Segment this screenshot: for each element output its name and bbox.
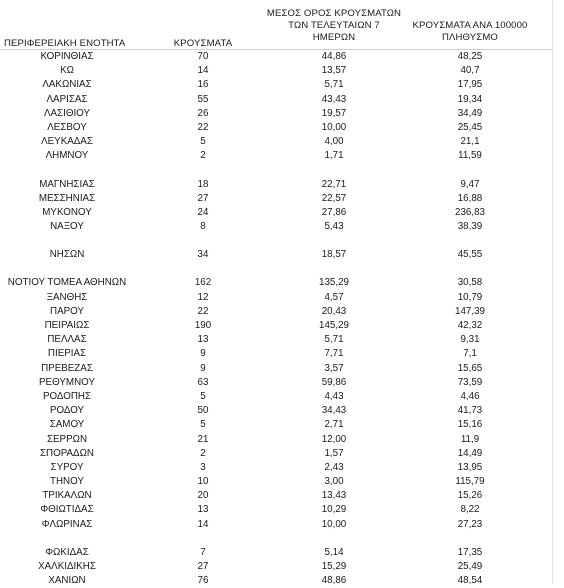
- region-cell: ΠΑΡΟΥ: [50, 305, 84, 317]
- avg-cases-cell: 5,71: [324, 79, 344, 91]
- cases-cell: 18: [197, 178, 209, 190]
- cases-per-100k-cell: 40,7: [460, 65, 480, 77]
- table-row: [0, 518, 564, 532]
- avg-cases-cell: 20,43: [321, 305, 347, 317]
- cases-cell: 55: [197, 93, 209, 105]
- header-avg-line3: ΗΜΕΡΩΝ: [312, 32, 356, 43]
- header-region: ΠΕΡΙΦΕΡΕΙΑΚΗ ΕΝΟΤΗΤΑ: [4, 38, 126, 49]
- region-cell: ΛΗΜΝΟΥ: [45, 150, 89, 162]
- cases-per-100k-cell: 17,35: [457, 546, 483, 558]
- region-cell: ΚΟΡΙΝΘΙΑΣ: [40, 51, 94, 62]
- cases-cell: 7: [200, 546, 206, 558]
- cases-cell: 22: [197, 305, 209, 317]
- avg-cases-cell: 145,29: [319, 320, 349, 331]
- cases-per-100k-cell: 19,34: [457, 93, 483, 105]
- avg-cases-cell: 43,43: [321, 93, 347, 105]
- avg-cases-cell: 10,29: [321, 504, 347, 516]
- avg-cases-cell: 13,57: [321, 65, 347, 77]
- cases-cell: 50: [197, 405, 209, 417]
- avg-cases-cell: 1,71: [324, 150, 344, 162]
- cases-per-100k-cell: 8,22: [460, 504, 480, 516]
- cases-cell: 5: [200, 136, 206, 148]
- cases-per-100k-cell: 45,55: [457, 249, 483, 261]
- cases-cell: 14: [197, 518, 209, 530]
- cases-per-100k-cell: 38,39: [457, 221, 483, 233]
- cases-per-100k-cell: 30,58: [457, 277, 483, 289]
- table-row: [0, 50, 564, 64]
- avg-cases-cell: 4,43: [324, 390, 344, 402]
- table-row: [0, 560, 564, 574]
- header-avg-cases: [266, 8, 402, 44]
- cases-cell: 12: [197, 291, 209, 303]
- region-cell: ΣΠΟΡΑΔΩΝ: [39, 447, 95, 459]
- avg-cases-cell: 18,57: [321, 249, 347, 261]
- cases-cell: 13: [197, 334, 209, 346]
- cases-cell: 63: [197, 376, 209, 388]
- table-row: [0, 276, 564, 290]
- cases-cell: 2: [200, 447, 206, 459]
- region-cell: ΛΑΚΩΝΙΑΣ: [42, 79, 92, 91]
- region-cell: ΡΟΔΟΠΗΣ: [42, 390, 92, 402]
- table-row: [0, 149, 564, 163]
- region-cell: ΠΙΕΡΙΑΣ: [47, 348, 87, 360]
- avg-cases-cell: 34,43: [321, 405, 347, 417]
- cases-cell: 24: [197, 206, 209, 218]
- cases-cell: 70: [197, 51, 209, 62]
- avg-cases-cell: 13,43: [321, 490, 347, 502]
- table-row: [0, 390, 564, 404]
- table-row: [0, 418, 564, 432]
- region-cell: ΦΘΙΩΤΙΔΑΣ: [40, 504, 94, 516]
- cases-per-100k-cell: 4,46: [460, 390, 480, 402]
- table-row: [0, 192, 564, 206]
- table-row: [0, 78, 564, 92]
- group-spacer: [0, 532, 564, 546]
- table-row: [0, 121, 564, 135]
- cases-cell: 27: [197, 192, 209, 204]
- table-row: [0, 489, 564, 503]
- table-row: [0, 404, 564, 418]
- cases-per-100k-cell: 9,31: [460, 334, 480, 346]
- table-row: [0, 376, 564, 390]
- cases-per-100k-cell: 34,49: [457, 107, 483, 119]
- table-row: [0, 64, 564, 78]
- avg-cases-cell: 10,00: [321, 121, 347, 133]
- region-cell: ΣΕΡΡΩΝ: [46, 433, 88, 445]
- cases-cell: 20: [197, 490, 209, 502]
- cases-per-100k-cell: 15,16: [457, 419, 483, 431]
- cases-per-100k-cell: 13,95: [457, 461, 483, 473]
- cases-cell: 16: [197, 79, 209, 91]
- region-cell: ΛΕΥΚΑΔΑΣ: [41, 136, 93, 148]
- header-per-line1: ΚΡΟΥΣΜΑΤΑ ΑΝΑ 100000: [412, 20, 528, 31]
- table-row: [0, 291, 564, 305]
- region-cell: ΦΛΩΡΙΝΑΣ: [41, 518, 93, 530]
- region-cell: ΜΕΣΣΗΝΙΑΣ: [38, 192, 96, 204]
- cases-cell: 190: [194, 320, 212, 331]
- cases-per-100k-cell: 15,26: [457, 490, 483, 502]
- cases-per-100k-cell: 9,47: [460, 178, 480, 190]
- table-body: [0, 50, 564, 588]
- cases-cell: 26: [197, 107, 209, 119]
- cases-cell: 2: [200, 150, 206, 162]
- cases-cell: 9: [200, 348, 206, 360]
- cases-cell: 21: [197, 433, 209, 445]
- region-cell: ΣΥΡΟΥ: [50, 461, 84, 473]
- avg-cases-cell: 3,00: [324, 476, 344, 488]
- avg-cases-cell: 44,86: [321, 51, 347, 62]
- region-cell: ΛΕΣΒΟΥ: [47, 121, 87, 133]
- cases-cell: 34: [197, 249, 209, 261]
- avg-cases-cell: 1,57: [324, 447, 344, 459]
- cases-per-100k-cell: 48,25: [457, 51, 483, 62]
- cases-cell: 14: [197, 65, 209, 77]
- cases-cell: 5: [200, 390, 206, 402]
- table-row: [0, 433, 564, 447]
- cases-cell: 9: [200, 362, 206, 374]
- avg-cases-cell: 12,00: [321, 433, 347, 445]
- table-row: [0, 220, 564, 234]
- cases-per-100k-cell: 41,73: [457, 405, 483, 417]
- group-spacer: [0, 234, 564, 248]
- avg-cases-cell: 4,57: [324, 291, 344, 303]
- table-row: [0, 447, 564, 461]
- cases-cell: 22: [197, 121, 209, 133]
- cases-per-100k-cell: 115,79: [455, 476, 485, 488]
- group-spacer: [0, 164, 564, 178]
- avg-cases-cell: 2,43: [324, 461, 344, 473]
- cases-cell: 5: [200, 419, 206, 431]
- cases-per-100k-cell: 147,39: [455, 305, 485, 317]
- cases-per-100k-cell: 15,65: [457, 362, 483, 374]
- region-cell: ΠΕΛΛΑΣ: [47, 334, 87, 346]
- avg-cases-cell: 48,86: [321, 575, 347, 587]
- header-avg-line2: ΤΩΝ ΤΕΛΕΥΤΑΙΩΝ 7: [288, 20, 380, 31]
- region-cell: ΡΕΘΥΜΝΟΥ: [39, 376, 95, 388]
- header-avg-line1: ΜΕΣΟΣ ΟΡΟΣ ΚΡΟΥΣΜΑΤΩΝ: [266, 8, 402, 19]
- group-spacer: [0, 262, 564, 276]
- table-row: [0, 107, 564, 121]
- cases-cell: 27: [197, 561, 209, 572]
- region-cell: ΧΑΛΚΙΔΙΚΗΣ: [38, 561, 96, 572]
- cases-per-100k-cell: 10,79: [457, 291, 483, 303]
- cases-per-100k-cell: 25,49: [457, 561, 483, 572]
- region-cell: ΠΕΙΡΑΙΩΣ: [44, 320, 90, 331]
- table-row: [0, 475, 564, 489]
- table-row: [0, 503, 564, 517]
- header-per-line2: ΠΛΗΘΥΣΜΟ: [441, 32, 498, 43]
- avg-cases-cell: 4,00: [324, 136, 344, 148]
- avg-cases-cell: 10,00: [321, 518, 347, 530]
- region-cell: ΝΗΣΩΝ: [49, 249, 85, 261]
- table-row: [0, 178, 564, 192]
- cases-cell: 10: [197, 476, 209, 488]
- avg-cases-cell: 3,57: [324, 362, 344, 374]
- cases-per-100k-cell: 16,88: [457, 192, 483, 204]
- cases-cell: 13: [197, 504, 209, 516]
- cases-cell: 3: [200, 461, 206, 473]
- region-cell: ΣΑΜΟΥ: [49, 419, 85, 431]
- cases-per-100k-cell: 236,83: [455, 206, 485, 218]
- header-cases: ΚΡΟΥΣΜΑΤΑ: [173, 38, 233, 49]
- avg-cases-cell: 15,29: [321, 561, 347, 572]
- table-row: [0, 362, 564, 376]
- cases-per-100k-cell: 14,49: [457, 447, 483, 459]
- region-cell: ΜΥΚΟΝΟΥ: [42, 206, 92, 218]
- region-cell: ΞΑΝΘΗΣ: [46, 291, 88, 303]
- cases-per-100k-cell: 48,54: [457, 575, 483, 587]
- avg-cases-cell: 5,14: [324, 546, 344, 558]
- avg-cases-cell: 135,29: [319, 277, 349, 289]
- region-cell: ΤΡΙΚΑΛΩΝ: [42, 490, 92, 502]
- cases-cell: 76: [197, 575, 209, 587]
- region-cell: ΛΑΣΙΘΙΟΥ: [43, 107, 91, 119]
- region-cell: ΝΟΤΙΟΥ ΤΟΜΕΑ ΑΘΗΝΩΝ: [7, 277, 127, 289]
- region-cell: ΜΑΓΝΗΣΙΑΣ: [39, 178, 95, 190]
- avg-cases-cell: 7,71: [324, 348, 344, 360]
- cases-per-100k-cell: 21,1: [460, 136, 480, 148]
- table-row: [0, 574, 564, 588]
- avg-cases-cell: 22,71: [321, 178, 347, 190]
- cases-per-100k-cell: 17,95: [457, 79, 483, 91]
- region-cell: ΝΑΞΟΥ: [50, 221, 84, 233]
- cases-cell: 162: [194, 277, 212, 289]
- cases-per-100k-cell: 11,59: [458, 150, 482, 162]
- table-row: [0, 461, 564, 475]
- cases-per-100k-cell: 27,23: [457, 518, 483, 530]
- table-row: [0, 248, 564, 262]
- cases-per-100k-cell: 25,45: [457, 121, 483, 133]
- table-row: [0, 319, 564, 333]
- region-cell: ΡΟΔΟΥ: [49, 405, 85, 417]
- region-cell: ΤΗΝΟΥ: [50, 476, 84, 488]
- avg-cases-cell: 27,86: [321, 206, 347, 218]
- avg-cases-cell: 5,71: [324, 334, 344, 346]
- region-cell: ΧΑΝΙΩΝ: [48, 575, 86, 587]
- avg-cases-cell: 5,43: [324, 221, 344, 233]
- table-row: [0, 135, 564, 149]
- header-cases-per-100k: [400, 20, 540, 44]
- region-cell: ΦΩΚΙΔΑΣ: [45, 546, 89, 558]
- avg-cases-cell: 2,71: [324, 419, 344, 431]
- cases-per-100k-cell: 11,9: [460, 433, 480, 445]
- table-row: [0, 347, 564, 361]
- cases-cell: 8: [200, 221, 206, 233]
- table-row: [0, 333, 564, 347]
- avg-cases-cell: 59,86: [321, 376, 347, 388]
- table-row: [0, 305, 564, 319]
- avg-cases-cell: 19,57: [321, 107, 347, 119]
- region-cell: ΛΑΡΙΣΑΣ: [46, 93, 88, 105]
- region-cell: ΚΩ: [60, 65, 74, 77]
- table-row: [0, 546, 564, 560]
- avg-cases-cell: 22,57: [321, 192, 347, 204]
- cases-per-100k-cell: 7,1: [463, 348, 477, 360]
- table-row: [0, 93, 564, 107]
- table-row: [0, 206, 564, 220]
- cases-per-100k-cell: 42,32: [457, 320, 483, 331]
- cases-per-100k-cell: 73,59: [457, 376, 483, 388]
- region-cell: ΠΡΕΒΕΖΑΣ: [41, 362, 93, 374]
